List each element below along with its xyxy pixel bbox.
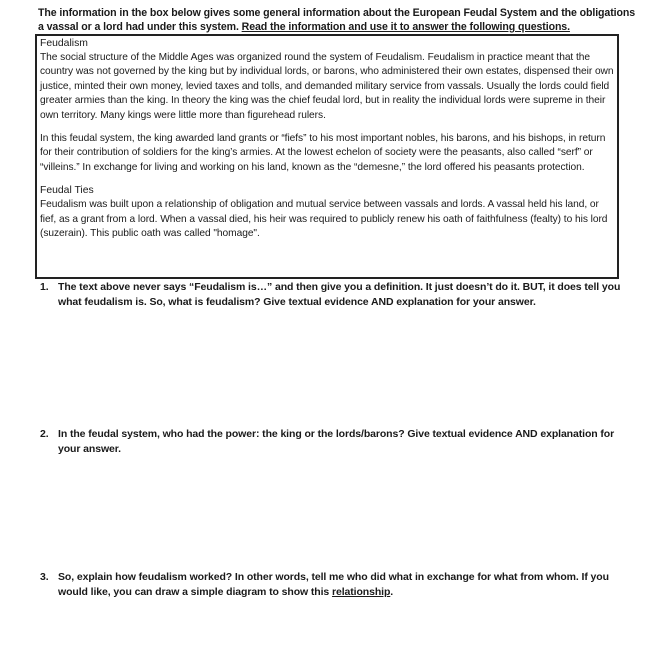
section-title-feudal-ties: Feudal Ties [40, 185, 94, 197]
intro-instruction: Read the information and use it to answer the following questions. [241, 21, 570, 33]
question-3-number: 3. [40, 571, 49, 583]
feudalism-paragraph-2: In this feudal system, the king awarded land grants or “fiefs” to his most important nobles, his barons, and his bishops, in return for their contribution of soldiers for the king’s armies. At the lowest echelon of society were the peasants, also called “serf” or “villeins.” In exchange for living and working on his land, known as the “demesne,” the lord offered his peasants protection. [40, 133, 606, 173]
question-3-text-main: So, explain how feudalism worked? In other words, tell me who did what in exchange for what from whom. If you would like, you can draw a simple diagram to show this [58, 571, 609, 598]
question-2-text: In the feudal system, who had the power: the king or the lords/barons? Give textual evidence AND explanation for your answer. [58, 428, 615, 455]
intro-text [38, 6, 638, 34]
question-2-number: 2. [40, 428, 49, 440]
question-1 [40, 280, 630, 309]
feudal-ties-paragraph: Feudalism was built upon a relationship of obligation and mutual service between vassals and lords. A vassal held his land, or fief, as a grant from a lord. When a vassal died, his heir was required to publicly renew his oath of faithfulness (fealty) to his lord (suzerain). This public oath was called "homage". [40, 199, 608, 240]
relationship-word: relationship [331, 585, 391, 598]
intro-description: The information in the box below gives some general information about the European Feudal System and the obligations a vassal or a lord had under this system. [38, 7, 636, 33]
question-1-number: 1. [40, 281, 49, 293]
info-box [35, 34, 619, 279]
question-3-period: . [390, 585, 394, 598]
question-3 [40, 570, 630, 599]
feudalism-paragraph-1: The social structure of the Middle Ages was organized round the system of Feudalism. Feudalism in practice meant that the country was not governed by the king but by individual lords, or barons, who administered their own estates, dispensed their own justice, minted their own money, levied taxes and tolls, and demanded military service from vassals. Usually the lords could field greater armies than the king. In theory the king was the chief feudal lord, but in reality the individual lords were supreme in their own territory. Many kings were little more than figurehead rulers. [40, 52, 614, 121]
question-1-text: The text above never says “Feudalism is…” and then give you a definition. It just doesn’t do it. BUT, it does tell you what feudalism is. So, what is feudalism? Give textual evidence AND explanation for your answer. [58, 281, 621, 308]
question-2 [40, 427, 630, 456]
question-3-text [58, 570, 630, 599]
section-title-feudalism: Feudalism [40, 38, 88, 49]
